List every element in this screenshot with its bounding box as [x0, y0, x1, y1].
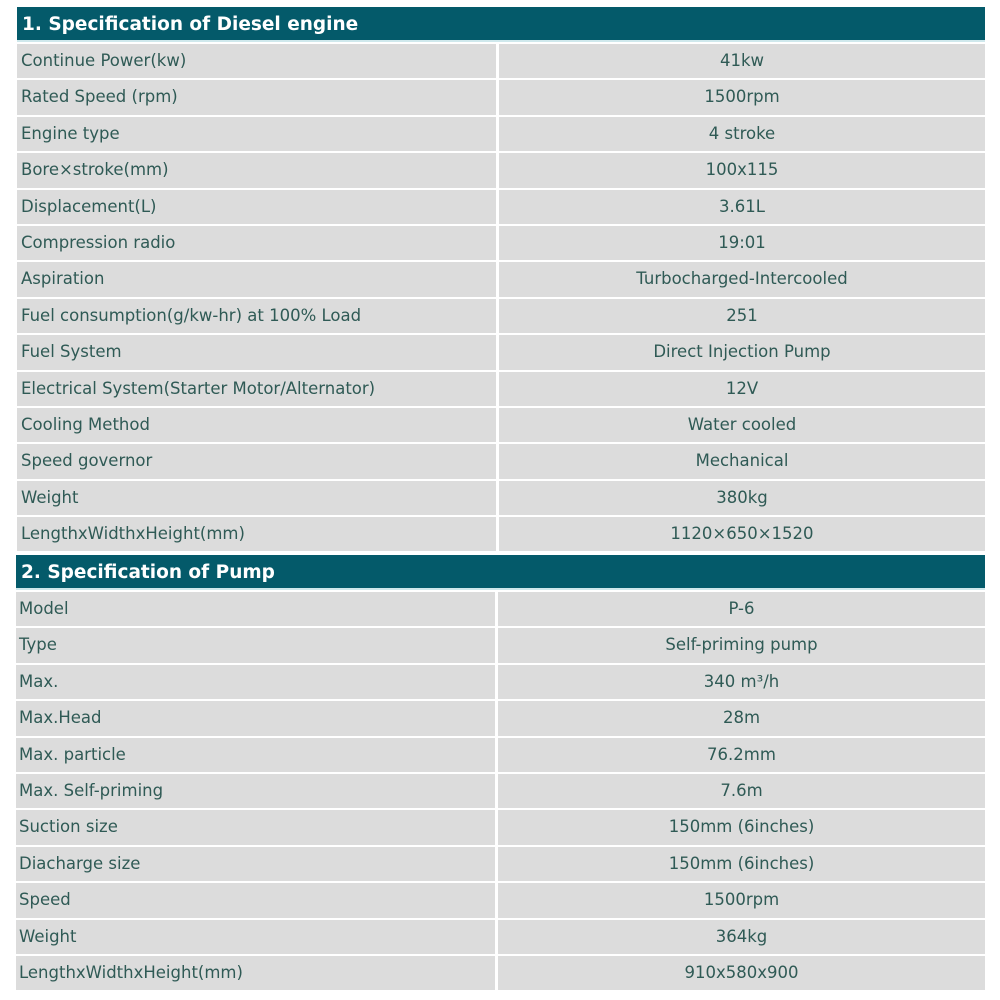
table-row [16, 920, 985, 954]
table-row [17, 408, 985, 442]
spec-value: 380kg [499, 481, 985, 515]
table-row [16, 774, 985, 808]
spec-label: Displacement(L) [17, 190, 496, 224]
diesel-engine-rows [17, 44, 985, 551]
spec-label: Weight [17, 481, 496, 515]
table-row [17, 299, 985, 333]
spec-value: P-6 [498, 592, 985, 626]
section-header-pump: 2. Specification of Pump [16, 555, 985, 590]
spec-value: 12V [499, 372, 985, 406]
spec-label: Aspiration [17, 262, 496, 296]
spec-label: Max.Head [16, 701, 495, 735]
spec-value: 251 [499, 299, 985, 333]
spec-value: Turbocharged-Intercooled [499, 262, 985, 296]
table-row [16, 665, 985, 699]
table-row [16, 810, 985, 844]
spec-value: 340 m³/h [498, 665, 985, 699]
spec-value: 150mm (6inches) [498, 810, 985, 844]
table-row [17, 372, 985, 406]
table-row [16, 847, 985, 881]
table-row [16, 883, 985, 917]
spec-label: LengthxWidthxHeight(mm) [17, 517, 496, 551]
spec-value: Direct Injection Pump [499, 335, 985, 369]
table-row [17, 80, 985, 114]
spec-label: Diacharge size [16, 847, 495, 881]
table-row [17, 444, 985, 478]
spec-label: Compression radio [17, 226, 496, 260]
diesel-engine-spec-table [17, 7, 985, 551]
spec-label: Model [16, 592, 495, 626]
table-row [17, 262, 985, 296]
spec-value: Mechanical [499, 444, 985, 478]
spec-label: Bore×stroke(mm) [17, 153, 496, 187]
spec-label: Rated Speed (rpm) [17, 80, 496, 114]
table-row [17, 190, 985, 224]
spec-label: Speed [16, 883, 495, 917]
spec-label: Max. Self-priming [16, 774, 495, 808]
spec-label: LengthxWidthxHeight(mm) [16, 956, 495, 990]
section-header-diesel-engine: 1. Specification of Diesel engine [17, 7, 985, 42]
spec-value: 3.61L [499, 190, 985, 224]
table-row [16, 628, 985, 662]
spec-label: Continue Power(kw) [17, 44, 496, 78]
spec-value: 19:01 [499, 226, 985, 260]
table-row [17, 153, 985, 187]
spec-value: 4 stroke [499, 117, 985, 151]
spec-value: 1120×650×1520 [499, 517, 985, 551]
table-row [17, 44, 985, 78]
spec-label: Weight [16, 920, 495, 954]
spec-value: 76.2mm [498, 738, 985, 772]
spec-label: Max. [16, 665, 495, 699]
table-row [16, 592, 985, 626]
spec-label: Engine type [17, 117, 496, 151]
table-row [16, 701, 985, 735]
spec-value: 7.6m [498, 774, 985, 808]
table-row [17, 226, 985, 260]
spec-value: 1500rpm [498, 883, 985, 917]
spec-label: Fuel consumption(g/kw-hr) at 100% Load [17, 299, 496, 333]
spec-value: 41kw [499, 44, 985, 78]
spec-label: Suction size [16, 810, 495, 844]
table-row [16, 956, 985, 990]
table-row [17, 481, 985, 515]
pump-spec-table [16, 555, 985, 990]
spec-label: Cooling Method [17, 408, 496, 442]
spec-value: 150mm (6inches) [498, 847, 985, 881]
pump-rows [16, 592, 985, 990]
spec-value: Self-priming pump [498, 628, 985, 662]
spec-value: 100x115 [499, 153, 985, 187]
spec-label: Fuel System [17, 335, 496, 369]
spec-label: Type [16, 628, 495, 662]
spec-label: Electrical System(Starter Motor/Alternator) [17, 372, 496, 406]
spec-value: 28m [498, 701, 985, 735]
spec-value: 364kg [498, 920, 985, 954]
table-row [16, 738, 985, 772]
table-row [17, 117, 985, 151]
table-row [17, 335, 985, 369]
spec-label: Speed governor [17, 444, 496, 478]
table-row [17, 517, 985, 551]
spec-label: Max. particle [16, 738, 495, 772]
spec-value: 910x580x900 [498, 956, 985, 990]
spec-value: Water cooled [499, 408, 985, 442]
spec-value: 1500rpm [499, 80, 985, 114]
